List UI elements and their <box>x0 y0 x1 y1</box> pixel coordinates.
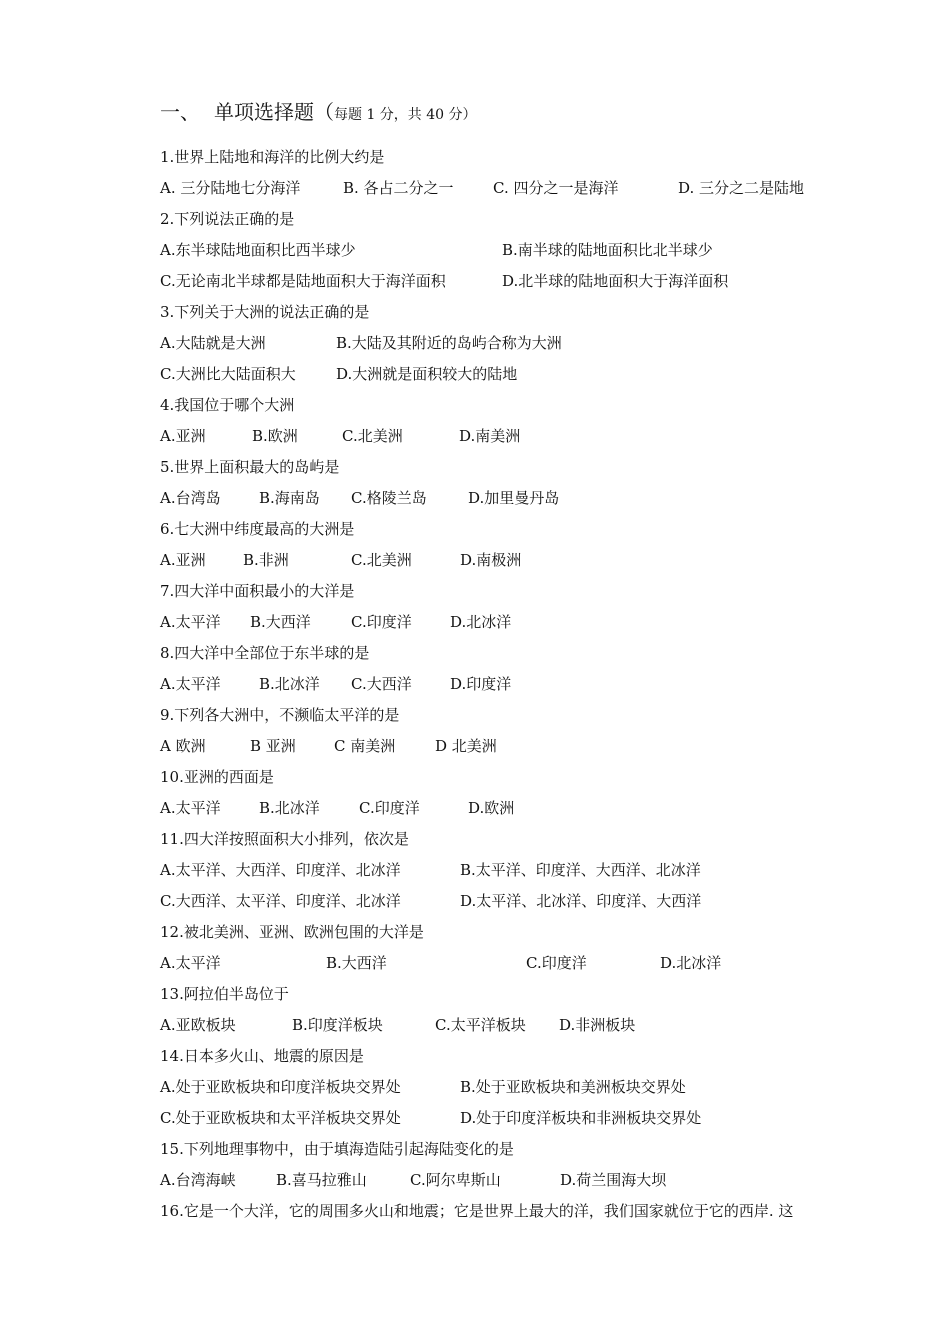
question-stem: 2.下列说法正确的是 <box>160 210 295 228</box>
option-a: A.亚洲 <box>160 551 206 569</box>
option-b: B.处于亚欧板块和美洲板块交界处 <box>460 1078 686 1096</box>
option-c: C.处于亚欧板块和太平洋板块交界处 <box>160 1109 401 1127</box>
option-c: C.格陵兰岛 <box>351 489 427 507</box>
section-heading <box>160 96 477 125</box>
option-d: D.欧洲 <box>468 799 515 817</box>
option-b: B.非洲 <box>243 551 289 569</box>
option-d: D.处于印度洋板块和非洲板块交界处 <box>460 1109 702 1127</box>
option-c: C. 四分之一是海洋 <box>493 179 619 197</box>
option-c: C 南美洲 <box>334 737 396 755</box>
option-b: B.喜马拉雅山 <box>276 1171 367 1189</box>
option-b: B.北冰洋 <box>259 675 320 693</box>
option-c: C.大洲比大陆面积大 <box>160 365 296 383</box>
option-d: D.荷兰围海大坝 <box>560 1171 667 1189</box>
option-c: C.大西洋、太平洋、印度洋、北冰洋 <box>160 892 401 910</box>
option-a: A.亚洲 <box>160 427 206 445</box>
option-d: D.南美洲 <box>459 427 521 445</box>
option-a: A.太平洋 <box>160 799 221 817</box>
option-d: D 北美洲 <box>435 737 497 755</box>
question-stem: 15.下列地理事物中，由于填海造陆引起海陆变化的是 <box>160 1140 514 1158</box>
option-c: C.大西洋 <box>351 675 412 693</box>
question-stem: 12.被北美洲、亚洲、欧洲包围的大洋是 <box>160 923 424 941</box>
option-b: B.大陆及其附近的岛屿合称为大洲 <box>336 334 562 352</box>
option-b: B. 各占二分之一 <box>343 179 454 197</box>
option-a: A.台湾岛 <box>160 489 221 507</box>
option-d: D.北冰洋 <box>660 954 722 972</box>
question-stem: 8.四大洋中全部位于东半球的是 <box>160 644 370 662</box>
option-b: B.大西洋 <box>250 613 311 631</box>
option-a: A.亚欧板块 <box>160 1016 236 1034</box>
option-b: B.欧洲 <box>252 427 298 445</box>
question-stem: 5.世界上面积最大的岛屿是 <box>160 458 340 476</box>
section-score-note: 每题 1 分，共 40 分） <box>334 107 477 123</box>
option-b: B.太平洋、印度洋、大西洋、北冰洋 <box>460 861 701 879</box>
option-d: D.印度洋 <box>450 675 512 693</box>
option-c: C.太平洋板块 <box>435 1016 526 1034</box>
option-d: D.大洲就是面积较大的陆地 <box>336 365 518 383</box>
option-b: B.海南岛 <box>259 489 320 507</box>
option-a: A.处于亚欧板块和印度洋板块交界处 <box>160 1078 401 1096</box>
option-a: A.太平洋 <box>160 613 221 631</box>
question-stem: 4.我国位于哪个大洲 <box>160 396 295 414</box>
option-d: D. 三分之二是陆地 <box>678 179 805 197</box>
option-b: B.印度洋板块 <box>292 1016 383 1034</box>
option-a: A. 三分陆地七分海洋 <box>160 179 301 197</box>
option-a: A 欧洲 <box>160 737 206 755</box>
option-c: C.北美洲 <box>351 551 412 569</box>
question-stem: 14.日本多火山、地震的原因是 <box>160 1047 364 1065</box>
option-b: B.大西洋 <box>326 954 387 972</box>
option-c: C.印度洋 <box>526 954 587 972</box>
option-b: B.北冰洋 <box>259 799 320 817</box>
option-d: D.加里曼丹岛 <box>468 489 560 507</box>
option-d: D.太平洋、北冰洋、印度洋、大西洋 <box>460 892 702 910</box>
section-title: 单项选择题 <box>214 100 314 124</box>
question-stem: 9.下列各大洲中，不濒临太平洋的是 <box>160 706 400 724</box>
question-stem: 7.四大洋中面积最小的大洋是 <box>160 582 355 600</box>
option-c: C.印度洋 <box>351 613 412 631</box>
option-a: A.大陆就是大洲 <box>160 334 266 352</box>
option-d: D.北半球的陆地面积大于海洋面积 <box>502 272 729 290</box>
question-stem: 10.亚洲的西面是 <box>160 768 274 786</box>
option-b: B 亚洲 <box>250 737 296 755</box>
option-c: C.印度洋 <box>359 799 420 817</box>
option-d: D.北冰洋 <box>450 613 512 631</box>
section-number: 一、 <box>160 100 200 124</box>
option-a: A.太平洋、大西洋、印度洋、北冰洋 <box>160 861 401 879</box>
question-stem: 11.四大洋按照面积大小排列，依次是 <box>160 830 409 848</box>
option-b: B.南半球的陆地面积比北半球少 <box>502 241 713 259</box>
option-a: A.太平洋 <box>160 954 221 972</box>
option-a: A.东半球陆地面积比西半球少 <box>160 241 356 259</box>
option-a: A.台湾海峡 <box>160 1171 236 1189</box>
question-stem: 1.世界上陆地和海洋的比例大约是 <box>160 148 385 166</box>
option-c: C.北美洲 <box>342 427 403 445</box>
option-d: D.南极洲 <box>460 551 522 569</box>
option-c: C.阿尔卑斯山 <box>410 1171 501 1189</box>
option-c: C.无论南北半球都是陆地面积大于海洋面积 <box>160 272 446 290</box>
option-d: D.非洲板块 <box>559 1016 636 1034</box>
section-paren: （ <box>314 100 334 124</box>
question-stem: 6.七大洲中纬度最高的大洲是 <box>160 520 355 538</box>
question-stem: 16.它是一个大洋，它的周围多火山和地震；它是世界上最大的洋，我们国家就位于它的西岸. 这 <box>160 1202 794 1220</box>
question-stem: 3.下列关于大洲的说法正确的是 <box>160 303 370 321</box>
option-a: A.太平洋 <box>160 675 221 693</box>
question-stem: 13.阿拉伯半岛位于 <box>160 985 289 1003</box>
